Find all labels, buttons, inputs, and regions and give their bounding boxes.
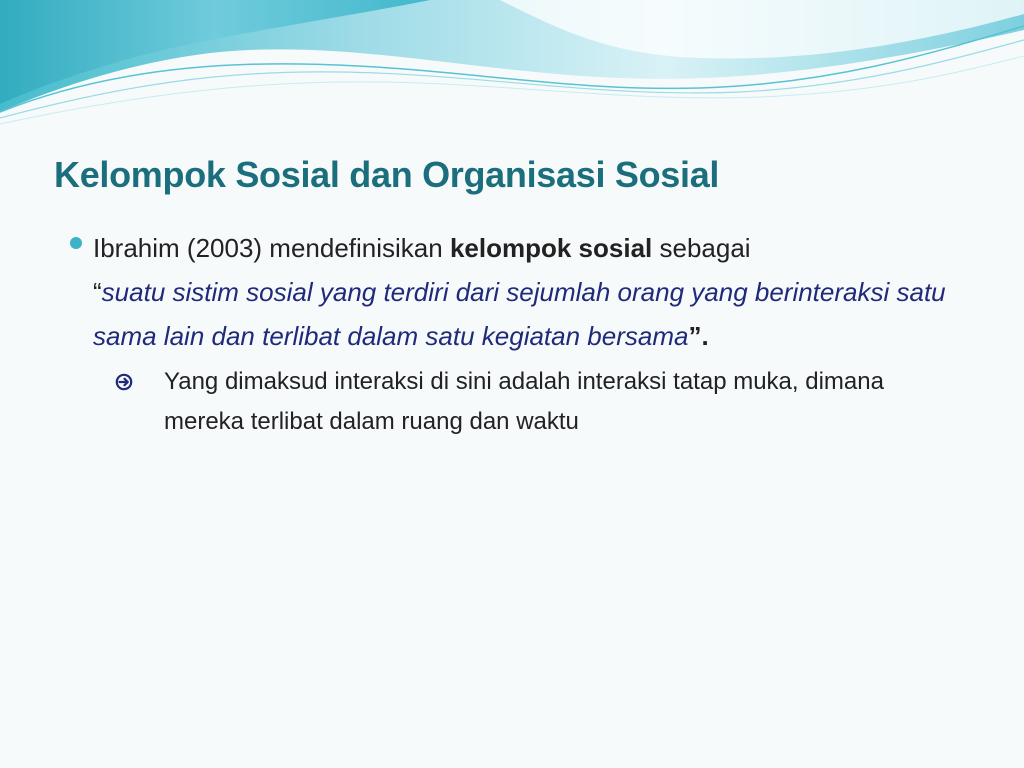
sub-bullet-text: Yang dimaksud interaksi di sini adalah interaksi tatap muka, dimana mereka terlibat dalam ruang dan waktu — [164, 368, 884, 435]
bold-term: kelompok sosial — [449, 233, 653, 263]
bullet-item — [62, 226, 962, 358]
sub-bullet-item — [62, 362, 904, 442]
quoted-definition: suatu sistim sosial yang terdiri dari sejumlah orang yang berinteraksi satu sama lain dan terlibat dalam satu kegiatan bersama — [93, 277, 946, 351]
close-quote: ”. — [688, 321, 709, 351]
bullet-middle-text: sebagai — [652, 233, 751, 263]
open-quote: “ — [93, 277, 102, 307]
slide-content — [62, 226, 962, 442]
slide-title: Kelompok Sosial dan Organisasi Sosial — [54, 154, 720, 195]
arrow-circle-right-icon — [115, 373, 133, 391]
wave-header-decoration — [0, 0, 1024, 130]
circle-bullet-icon — [70, 237, 82, 249]
bullet-prefix-text: Ibrahim (2003) mendefinisikan — [93, 233, 450, 263]
